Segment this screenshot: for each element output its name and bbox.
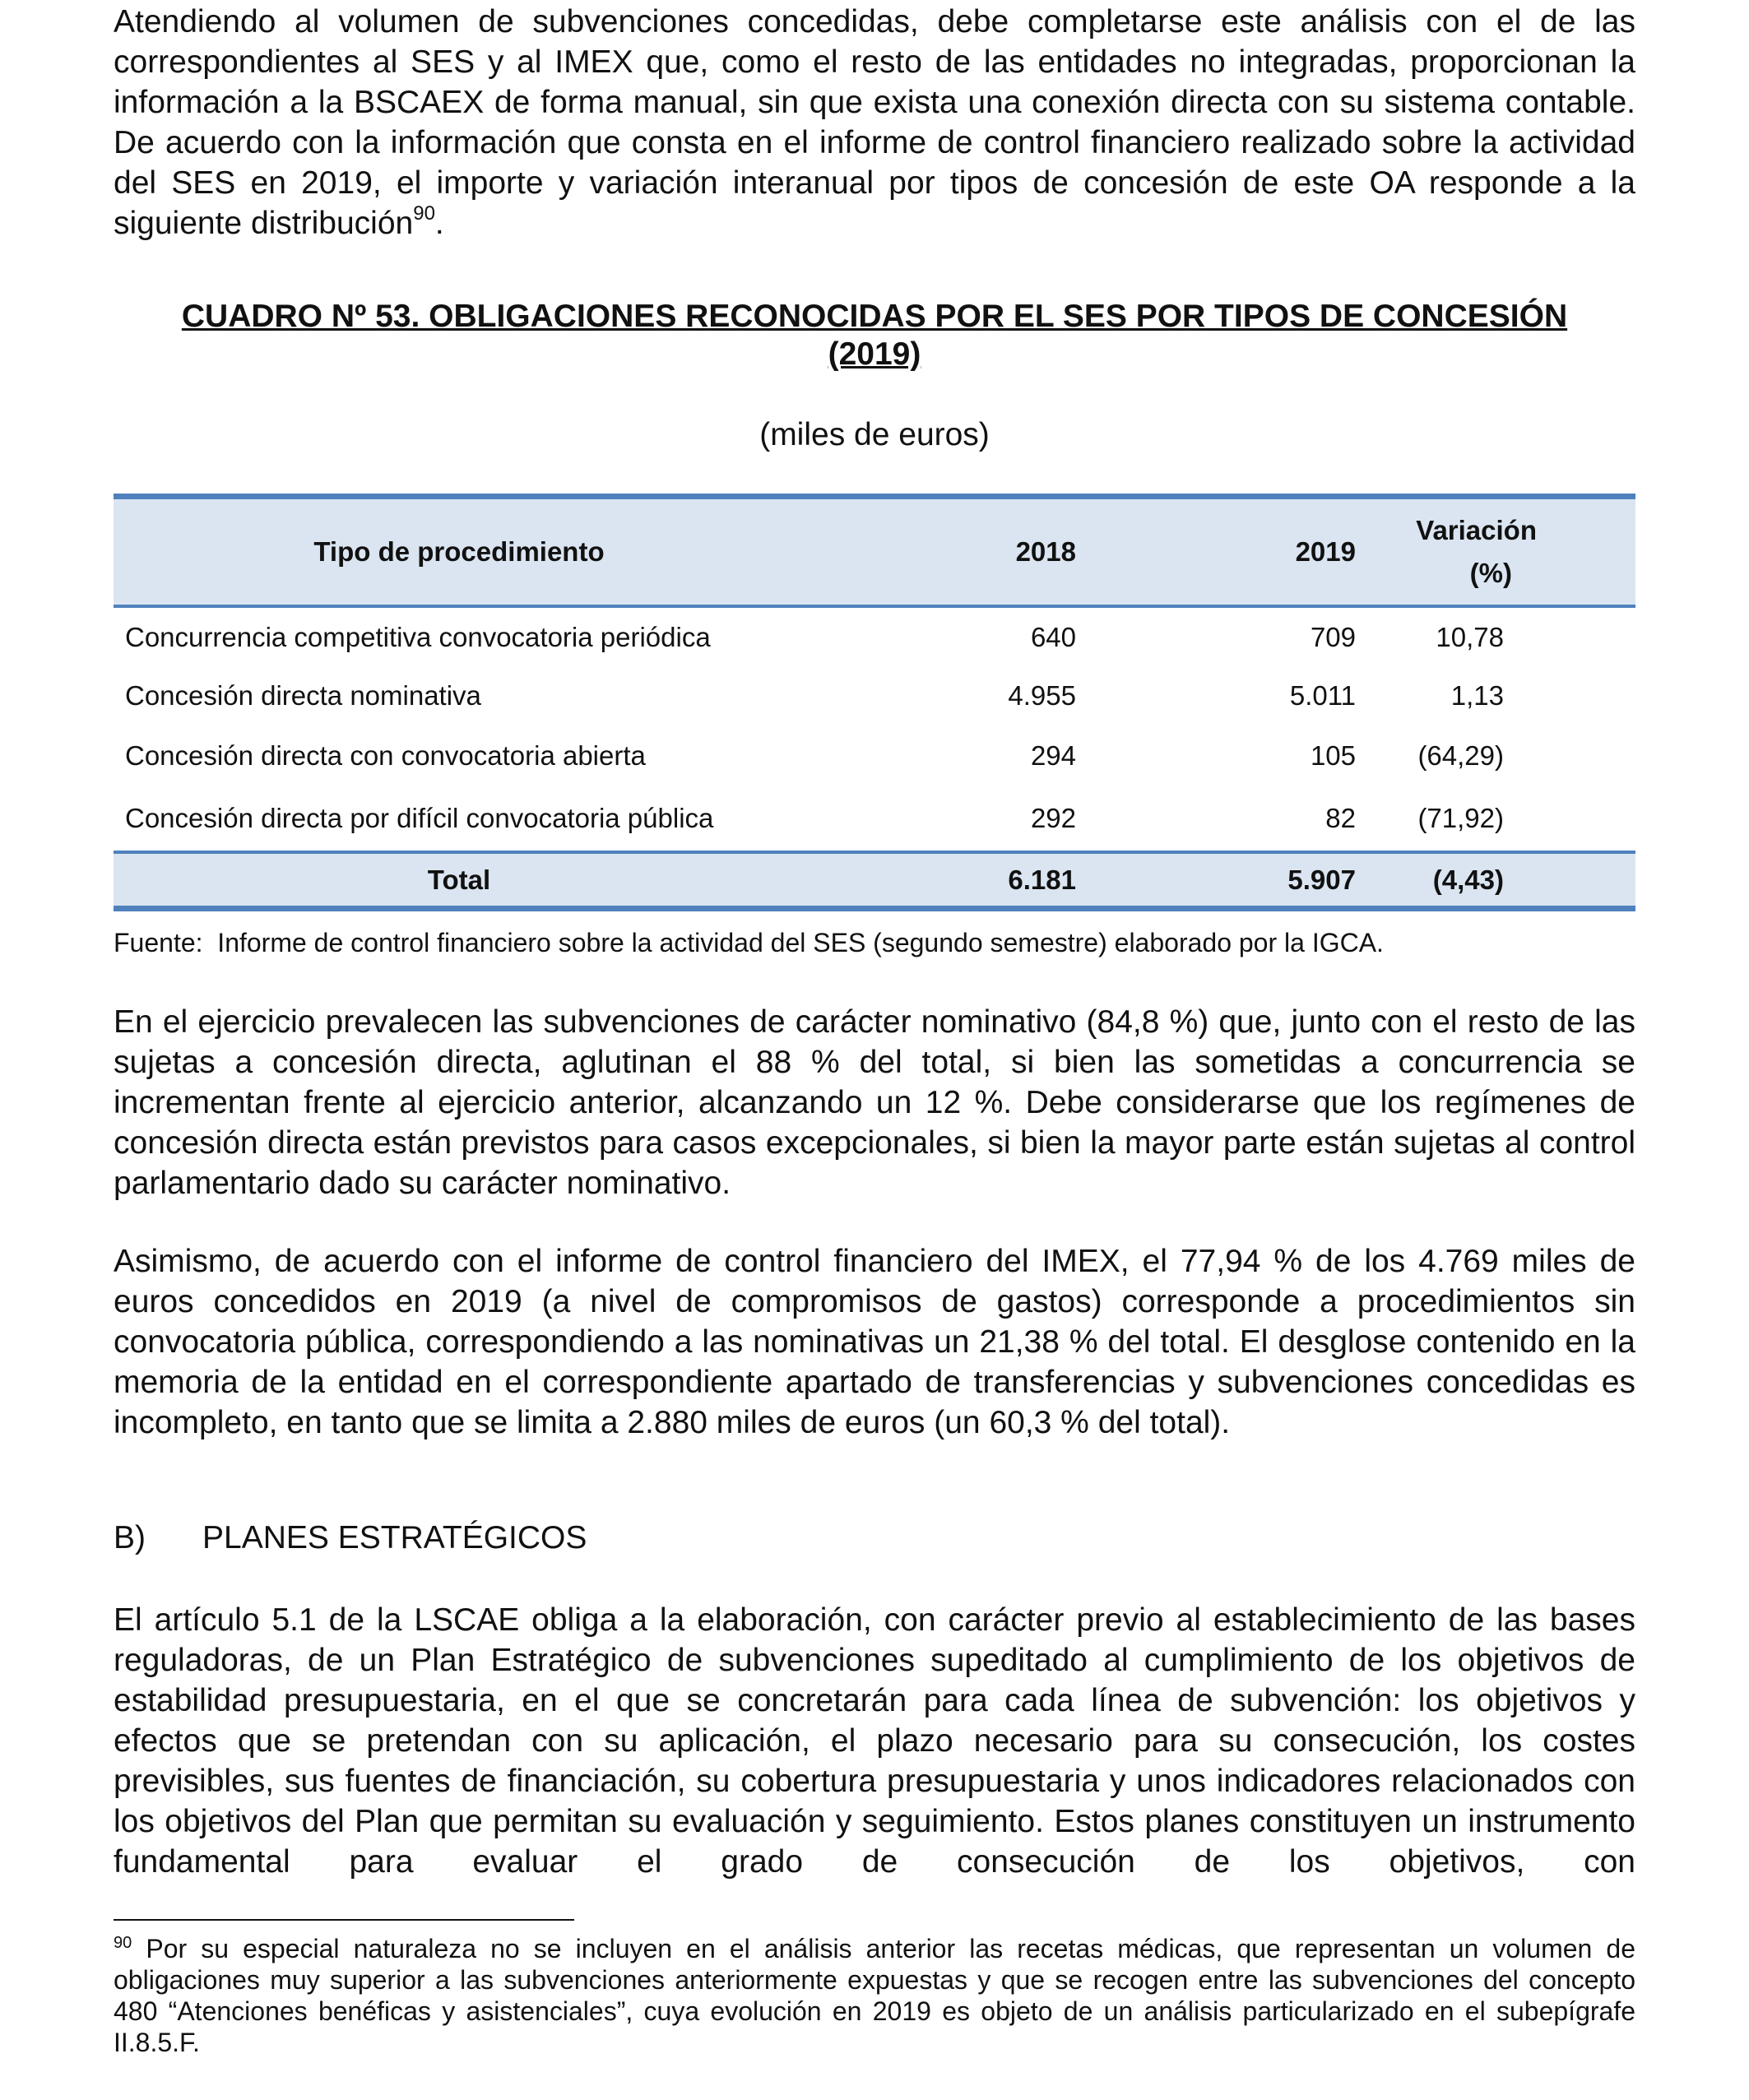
table-row (114, 725, 1635, 786)
footnote-reference[interactable]: 90 (413, 202, 435, 225)
cell-2019: 709 (1310, 622, 1356, 652)
cell-total-2018: 6.181 (805, 852, 1076, 909)
cell-total-label: Total (114, 852, 805, 909)
cell-tipo: Concesión directa con convocatoria abierta (125, 739, 646, 771)
table-row (114, 667, 1635, 725)
cell-2018: 292 (1030, 803, 1076, 833)
footnote-text: Por su especial naturaleza no se incluyen en el análisis anterior las recetas médicas, que representan un volumen de obligaciones muy superior a las subvenciones anteriormente expuestas y que se recogen entre las subvenciones del concepto 480 “Atenciones benéficas y asistenciales”, cuya evolución en 2019 es objeto de un análisis particularizado en el subepígrafe II.8.5.F. (114, 1934, 1636, 2057)
cell-2019: 105 (1310, 739, 1356, 771)
cell-2018: 640 (1030, 622, 1076, 652)
cell-total-variacion: (4,43) (1356, 852, 1635, 909)
section-title: PLANES ESTRATÉGICOS (202, 1520, 587, 1555)
table-row (114, 606, 1635, 667)
paragraph-planes: El artículo 5.1 de la LSCAE obliga a la elaboración, con carácter previo al establecimiento de las bases reguladoras, de un Plan Estratégico de subvenciones supeditado al cumplimiento de los objetivos de estabilidad presupuestaria, en el que se concretarán para cada línea de subvención: los objetivos y efectos que se pretendan con su aplicación, el plazo necesario para su consecución, los costes previsibles, sus fuentes de financiación, su cobertura presupuestaria y unos indicadores relacionados con los objetivos del Plan que permitan su evaluación y seguimiento. Estos planes constituyen un instrumento fundamental para evaluar el grado de consecución de los objetivos, con (114, 1602, 1635, 1880)
cell-total-2019: 5.907 (1076, 852, 1356, 909)
cell-variacion: 1,13 (1450, 680, 1504, 711)
header-variacion-line1: Variación (1416, 515, 1537, 545)
cell-2018: 294 (1030, 739, 1076, 771)
header-2018: 2018 (805, 497, 1076, 607)
cell-2019: 82 (1325, 803, 1356, 833)
paragraph-analysis: En el ejercicio prevalecen las subvenciones de carácter nominativo (84,8 %) que, junto con el resto de las sujetas a concesión directa, aglutinan el 88 % del total, si bien las sometidas a concurrencia se incrementan frente al ejercicio anterior, alcanzando un 12 %. Debe considerarse que los regímenes de concesión directa están previstos para casos excepcionales, si bien la mayor parte están sujetas al control parlamentario dado su carácter nominativo. (114, 1004, 1635, 1201)
footnote-number: 90 (114, 1934, 132, 1952)
cell-tipo: Concesión directa nominativa (125, 680, 481, 711)
table-total-row (114, 852, 1635, 909)
header-variacion (1356, 497, 1635, 607)
cell-tipo: Concurrencia competitiva convocatoria periódica (125, 622, 711, 652)
paragraph-intro-end: . (434, 206, 444, 241)
paragraph-imex: Asimismo, de acuerdo con el informe de control financiero del IMEX, el 77,94 % de los 4.769 miles de euros concedidos en 2019 (a nivel de compromisos de gastos) corresponde a procedimientos sin convocatoria pública, correspondiendo a las nominativas un 21,38 % del total. El desglose contenido en la memoria de la entidad en el correspondiente apartado de transferencias y subvenciones concedidas es incompleto, en tanto que se limita a 2.880 miles de euros (un 60,3 % del total). (114, 1244, 1635, 1440)
table-units: (miles de euros) (759, 417, 990, 452)
obligaciones-table (114, 494, 1635, 911)
header-tipo: Tipo de procedimiento (114, 497, 805, 607)
cell-variacion: (71,92) (1417, 803, 1504, 833)
paragraph-intro (114, 2, 1635, 243)
cell-2018: 4.955 (1008, 680, 1076, 711)
table-title-line1: CUADRO Nº 53. OBLIGACIONES RECONOCIDAS POR EL SES POR TIPOS DE CONCESIÓN (181, 299, 1568, 334)
footnote (114, 1933, 1635, 2058)
cell-2019: 5.011 (1289, 680, 1356, 711)
table-row (114, 786, 1635, 852)
table-header-row (114, 497, 1635, 607)
table-title-line2: (2019) (828, 336, 921, 372)
header-2019: 2019 (1076, 497, 1356, 607)
cell-variacion: (64,29) (1417, 739, 1504, 771)
table-title (114, 298, 1635, 373)
section-letter: B) (114, 1520, 146, 1555)
header-variacion-line2: (%) (1469, 558, 1512, 588)
cell-tipo: Concesión directa por difícil convocatoria pública (125, 803, 714, 833)
paragraph-intro-text: Atendiendo al volumen de subvenciones concedidas, debe completarse este análisis con el de las correspondientes al SES y al IMEX que, como el resto de las entidades no integradas, proporcionan la información a la BSCAEX de forma manual, sin que exista una conexión directa con su sistema contable. De acuerdo con la información que consta en el informe de control financiero realizado sobre la actividad del SES en 2019, el importe y variación interanual por tipos de concesión de este OA responde a la siguiente distribución (114, 4, 1635, 241)
section-heading (114, 1520, 587, 1556)
table-source: Fuente: Informe de control financiero sobre la actividad del SES (segundo semestre) elaborado por la IGCA. (114, 928, 1384, 957)
cell-variacion: 10,78 (1436, 622, 1504, 652)
footnote-separator (114, 1919, 574, 1921)
